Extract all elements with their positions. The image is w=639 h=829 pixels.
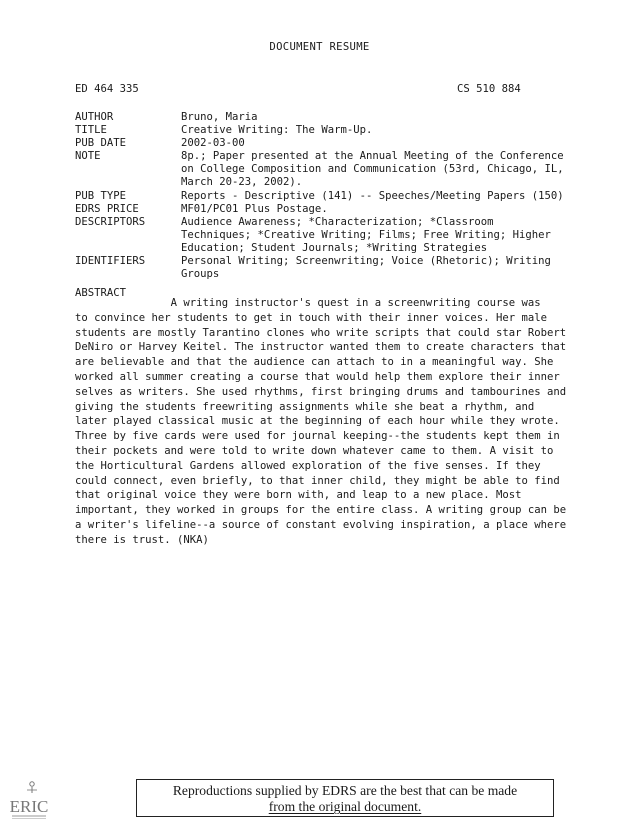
field-title [75,124,565,137]
field-edrs-price [75,203,565,216]
abstract-line: later played classical music at the beginning of each hour while they wrote. [75,415,560,428]
field-descriptors [75,216,565,255]
field-line: Education; Student Journals; *Writing Strategies [181,241,488,254]
field-value [181,111,565,124]
field-line: Personal Writing; Screenwriting; Voice (Rhetoric); Writing [181,255,551,268]
reproduction-notice-line2: from the original document. [268,799,422,814]
field-identifiers [75,255,565,281]
field-note [75,150,565,189]
abstract-line: could connect, even briefly, to that inner child, they might be able to find [75,474,560,487]
abstract-line: A writing instructor's quest in a screenwriting course was [75,297,541,309]
field-value [181,150,565,189]
field-value [181,255,565,281]
document-title: DOCUMENT RESUME [269,41,370,53]
abstract-heading: ABSTRACT [75,287,127,299]
abstract-line: Three by five cards were used for journal keeping--the students kept them in [75,430,560,443]
field-line: Groups [181,268,220,281]
abstract-line: worked all summer creating a course that would help them explore their inner [75,370,560,383]
cs-number: CS 510 884 [457,83,521,95]
field-value [181,190,565,203]
abstract-line: that original voice they were born with, and leap to a new place. Most [75,489,522,502]
field-value [181,216,565,255]
abstract-line: there is trust. (NKA) [75,533,209,546]
field-line: 2002-03-00 [181,137,245,150]
abstract-line: the Horticultural Gardens allowed exploration of the five senses. If they [75,459,541,472]
field-pub-type [75,190,565,203]
field-label: TITLE [75,124,107,137]
field-label: IDENTIFIERS [75,255,146,268]
field-pub-date [75,137,565,150]
abstract-line: selves as writers. She used rhythms, first bringing drums and tambourines and [75,385,567,398]
abstract-line: a writer's lifeline--a source of constant evolving inspiration, a place where [75,518,567,531]
abstract-line: giving the students freewriting assignments while she beat a rhythm, and [75,400,535,413]
eric-logo-text: ERIC [9,797,49,816]
eric-logo-icon [8,779,52,823]
field-value [181,137,565,150]
field-line: on College Composition and Communication (53rd, Chicago, IL, [181,163,564,176]
field-line: Audience Awareness; *Characterization; *Classroom [181,215,494,228]
field-label: AUTHOR [75,111,114,123]
reproduction-notice [136,779,554,817]
field-line: March 20-23, 2002). [181,176,303,189]
abstract-line: students are mostly Tarantino clones who write scripts that could star Robert [75,326,567,339]
field-label: NOTE [75,150,101,163]
field-line: MF01/PC01 Plus Postage. [181,202,328,215]
field-line: Bruno, Maria [181,111,258,123]
abstract-body [75,296,570,548]
ed-number: ED 464 335 [75,83,139,95]
field-author [75,111,565,124]
field-value [181,124,565,137]
reproduction-notice-line1: Reproductions supplied by EDRS are the best that can be made [172,783,518,798]
field-label: PUB TYPE [75,189,127,202]
field-label: EDRS PRICE [75,202,139,215]
abstract-line: DeNiro or Harvey Keitel. The instructor wanted them to create characters that [75,341,567,354]
field-value [181,203,565,216]
metadata-fields [75,111,565,281]
field-line: Creative Writing: The Warm-Up. [181,124,373,137]
field-label: DESCRIPTORS [75,215,146,228]
field-line: 8p.; Paper presented at the Annual Meeting of the Conference [181,150,564,163]
eric-logo [8,779,52,823]
field-label: PUB DATE [75,137,127,150]
abstract-line: important, they worked in groups for the entire class. A writing group can be [75,504,567,517]
field-line: Techniques; *Creative Writing; Films; Free Writing; Higher [181,228,551,241]
abstract-line: are believable and that the audience can attach to in a meaningful way. She [75,356,554,369]
abstract-line: their pockets and were told to write down whatever came to them. A visit to [75,444,554,457]
field-line: Reports - Descriptive (141) -- Speeches/Meeting Papers (150) [181,189,564,202]
abstract-line: to convince her students to get in touch with their inner voices. Her male [75,311,547,324]
